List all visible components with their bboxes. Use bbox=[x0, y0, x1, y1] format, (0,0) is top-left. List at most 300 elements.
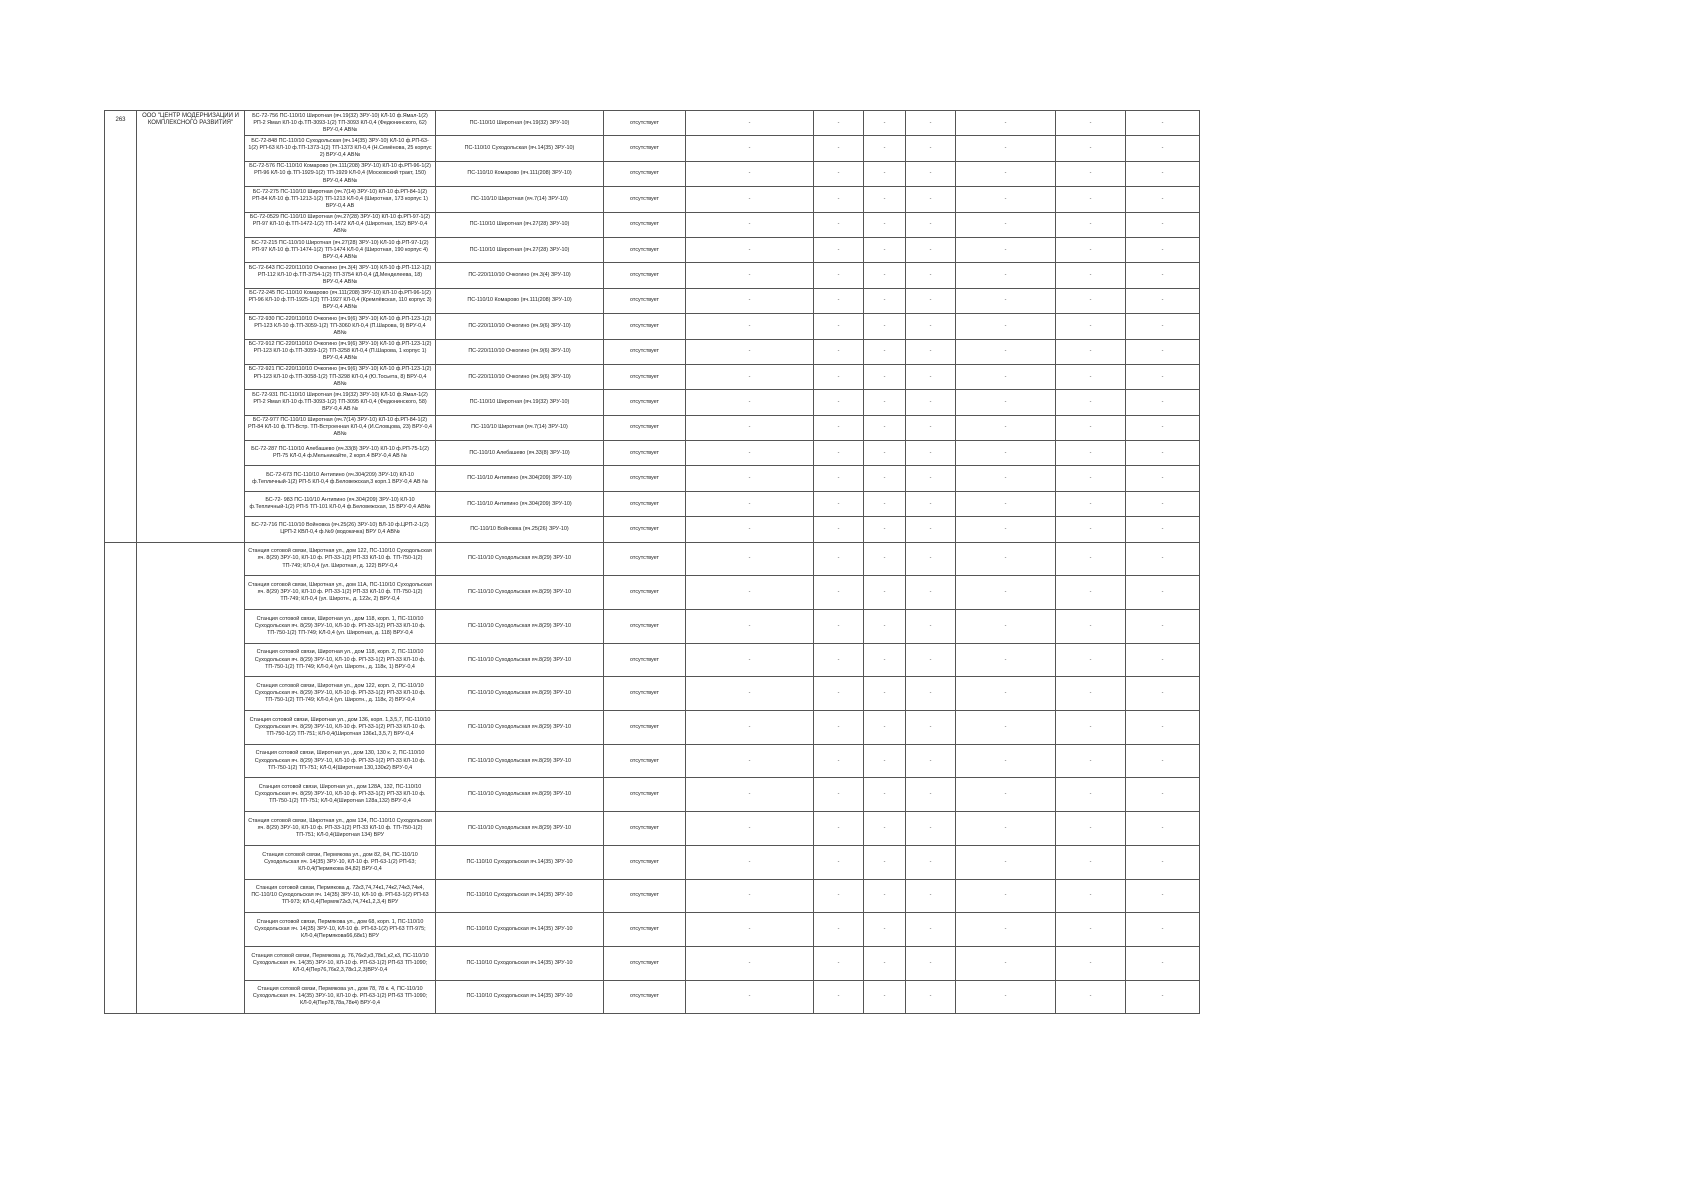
value-cell: - bbox=[906, 136, 956, 161]
status-cell: отсутствует bbox=[604, 610, 686, 644]
value-cell: - bbox=[906, 491, 956, 516]
value-cell: - bbox=[686, 913, 814, 947]
value-cell: - bbox=[956, 339, 1056, 364]
value-cell: - bbox=[814, 237, 864, 262]
status-cell: отсутствует bbox=[604, 237, 686, 262]
value-cell: - bbox=[906, 364, 956, 389]
value-cell: - bbox=[864, 237, 906, 262]
value-cell: - bbox=[686, 111, 814, 136]
table-row bbox=[105, 542, 1200, 576]
value-cell: - bbox=[1126, 517, 1200, 542]
value-cell: - bbox=[956, 913, 1056, 947]
object-description-cell: БС-72-0529 ПС-110/10 Широтная (яч.27(28) ЗРУ-10) КЛ-10 ф.РП-97-1(2) РП-97 КЛ-10 ф.ТП-1472-1(2) ТП-1472 КЛ-0,4 (Широтная, 152) ВРУ-0,4 АВ№ bbox=[245, 212, 436, 237]
value-cell: - bbox=[1056, 339, 1126, 364]
value-cell: - bbox=[814, 212, 864, 237]
status-cell: отсутствует bbox=[604, 643, 686, 677]
table-row bbox=[105, 980, 1200, 1014]
value-cell: - bbox=[956, 812, 1056, 846]
value-cell: - bbox=[814, 263, 864, 288]
object-description-cell: Станция сотовой связи, Широтная ул., дом 118, корп. 2, ПС-110/10 Суходольская яч. 8(29) ЗРУ-10, КЛ-10 ф. РП-33-1(2) РП-33 КЛ-10 ф. ТП-750-1(2) ТП-749; КЛ-0,4 (ул. Широтн., д. 118к, 1) ВРУ-0,4 bbox=[245, 643, 436, 677]
value-cell: - bbox=[956, 466, 1056, 491]
supply-center-cell: ПС-220/110/10 Очкогино (яч.9(6) ЗРУ-10) bbox=[436, 314, 604, 339]
supply-center-cell: ПС-110/10 Суходольская яч.8(29) ЗРУ-10 bbox=[436, 711, 604, 745]
value-cell: - bbox=[956, 263, 1056, 288]
object-description-cell: БС-72-921 ПС-220/110/10 Очкогино (яч.9(6) ЗРУ-10) КЛ-10 ф.РП-123-1(2) РП-123 КЛ-10 ф.ТП-3058-1(2) ТП-3298 КЛ-0,4 (Ю.Тосьета, 8) ВРУ-0,4 АВ№ bbox=[245, 364, 436, 389]
status-cell: отсутствует bbox=[604, 441, 686, 466]
object-description-cell: Станция сотовой связи, Широтная ул., дом 118, корп. 1, ПС-110/10 Суходольская яч. 8(29) ЗРУ-10, КЛ-10 ф. РП-33-1(2) РП-33 КЛ-10 ф. ТП-750-1(2) ТП-749; КЛ-0,4 (ул. Широтная, д. 118) ВРУ-0,4 bbox=[245, 610, 436, 644]
value-cell: - bbox=[1056, 466, 1126, 491]
value-cell: - bbox=[956, 542, 1056, 576]
supply-center-cell: ПС-110/10 Широтная (яч.19(32) ЗРУ-10) bbox=[436, 390, 604, 415]
status-cell: отсутствует bbox=[604, 466, 686, 491]
object-description-cell: БС-72-848 ПС-110/10 Суходольская (яч.14(35) ЗРУ-10) КЛ-10 ф.РП-63-1(2) РП-63 КЛ-10 ф.ТП-1373-1(2) ТП-1373 КЛ-0,4 (Н.Семёнова, 25 корпус 2) ВРУ-0,4 АВ№ bbox=[245, 136, 436, 161]
table-row bbox=[105, 711, 1200, 745]
supply-center-cell: ПС-110/10 Суходольская яч.8(29) ЗРУ-10 bbox=[436, 677, 604, 711]
value-cell: - bbox=[864, 812, 906, 846]
status-cell: отсутствует bbox=[604, 288, 686, 313]
value-cell: - bbox=[956, 111, 1056, 136]
supply-center-cell: ПС-110/10 Широтная (яч.7(14) ЗРУ-10) bbox=[436, 415, 604, 440]
value-cell: - bbox=[864, 610, 906, 644]
status-cell: отсутствует bbox=[604, 879, 686, 913]
supply-center-cell: ПС-110/10 Широтная (яч.7(14) ЗРУ-10) bbox=[436, 187, 604, 212]
status-cell: отсутствует bbox=[604, 542, 686, 576]
supply-center-cell: ПС-110/10 Комарово (яч.111(208) ЗРУ-10) bbox=[436, 161, 604, 186]
value-cell: - bbox=[686, 879, 814, 913]
value-cell: - bbox=[814, 643, 864, 677]
value-cell: - bbox=[906, 441, 956, 466]
value-cell: - bbox=[686, 812, 814, 846]
value-cell: - bbox=[1056, 542, 1126, 576]
table-row bbox=[105, 390, 1200, 415]
value-cell: - bbox=[1126, 980, 1200, 1014]
table-row bbox=[105, 677, 1200, 711]
object-description-cell: Станция сотовой связи, Пермякова ул., дом 78, 78 к. 4, ПС-110/10 Суходольская яч. 14(35) ЗРУ-10, КЛ-10 ф. РП-63-1(2) РП-63 ТП-1090; КЛ-0,4(Пер78,78а,78к4) ВРУ-0,4 bbox=[245, 980, 436, 1014]
value-cell: - bbox=[906, 576, 956, 610]
value-cell: - bbox=[864, 677, 906, 711]
value-cell: - bbox=[1056, 845, 1126, 879]
value-cell: - bbox=[1126, 610, 1200, 644]
value-cell: - bbox=[864, 879, 906, 913]
value-cell: - bbox=[814, 390, 864, 415]
table-row bbox=[105, 441, 1200, 466]
supply-center-cell: ПС-110/10 Войновка (яч.25(26) ЗРУ-10) bbox=[436, 517, 604, 542]
value-cell: - bbox=[864, 980, 906, 1014]
value-cell: - bbox=[1056, 136, 1126, 161]
value-cell: - bbox=[1126, 288, 1200, 313]
value-cell: - bbox=[906, 314, 956, 339]
supply-center-cell: ПС-110/10 Суходольская яч.8(29) ЗРУ-10 bbox=[436, 778, 604, 812]
value-cell: - bbox=[686, 643, 814, 677]
supply-center-cell: ПС-110/10 Суходольская яч.8(29) ЗРУ-10 bbox=[436, 643, 604, 677]
value-cell: - bbox=[686, 517, 814, 542]
table-row bbox=[105, 517, 1200, 542]
table-row bbox=[105, 187, 1200, 212]
value-cell: - bbox=[906, 415, 956, 440]
value-cell: - bbox=[686, 314, 814, 339]
value-cell: - bbox=[906, 879, 956, 913]
value-cell: - bbox=[956, 744, 1056, 778]
supply-center-cell: ПС-110/10 Широтная (яч.27(28) ЗРУ-10) bbox=[436, 237, 604, 262]
value-cell: - bbox=[1126, 778, 1200, 812]
value-cell: - bbox=[906, 677, 956, 711]
value-cell: - bbox=[686, 415, 814, 440]
value-cell: - bbox=[1126, 812, 1200, 846]
object-description-cell: БС-72-716 ПС-110/10 Войновка (яч.25(26) ЗРУ-10) ВЛ-10 ф.ЦРП-2-1(2) ЦРП-2 КВЛ-0,4 ф.№9 (водокачка) ВРУ 0,4 АВ№ bbox=[245, 517, 436, 542]
status-cell: отсутствует bbox=[604, 314, 686, 339]
table-row bbox=[105, 744, 1200, 778]
status-cell: отсутствует bbox=[604, 111, 686, 136]
status-cell: отсутствует bbox=[604, 677, 686, 711]
value-cell: - bbox=[814, 677, 864, 711]
value-cell: - bbox=[686, 677, 814, 711]
value-cell: - bbox=[1126, 364, 1200, 389]
value-cell: - bbox=[814, 610, 864, 644]
value-cell: - bbox=[906, 390, 956, 415]
value-cell: - bbox=[814, 812, 864, 846]
status-cell: отсутствует bbox=[604, 161, 686, 186]
value-cell: - bbox=[1056, 711, 1126, 745]
value-cell: - bbox=[906, 845, 956, 879]
status-cell: отсутствует bbox=[604, 744, 686, 778]
supply-center-cell: ПС-110/10 Суходольская яч.8(29) ЗРУ-10 bbox=[436, 542, 604, 576]
supply-center-cell: ПС-220/110/10 Очкогино (яч.9(6) ЗРУ-10) bbox=[436, 339, 604, 364]
object-description-cell: Станция сотовой связи, Широтная ул., дом 11А, ПС-110/10 Суходольская яч. 8(29) ЗРУ-10, КЛ-10 ф. РП-33-1(2) РП-33 КЛ-10 ф. ТП-750-1(2) ТП-749; КЛ-0,4 (ул. Широтн., д. 122к, 2) ВРУ-0,4 bbox=[245, 576, 436, 610]
value-cell: - bbox=[1056, 314, 1126, 339]
value-cell: - bbox=[956, 491, 1056, 516]
value-cell: - bbox=[956, 980, 1056, 1014]
value-cell: - bbox=[864, 441, 906, 466]
supply-center-cell: ПС-110/10 Широтная (яч.27(28) ЗРУ-10) bbox=[436, 212, 604, 237]
value-cell: - bbox=[686, 711, 814, 745]
table-row bbox=[105, 913, 1200, 947]
table-row bbox=[105, 946, 1200, 980]
value-cell: - bbox=[956, 711, 1056, 745]
value-cell: - bbox=[906, 980, 956, 1014]
object-description-cell: БС-72-287 ПС-110/10 Алебашево (яч.33(8) ЗРУ-10) КЛ-10 ф.РП-75-1(2) РП-75 КЛ-0,4 ф.Мельникайте, 2 корп.4 ВРУ-0,4 АВ № bbox=[245, 441, 436, 466]
table-row bbox=[105, 111, 1200, 136]
value-cell: - bbox=[1056, 187, 1126, 212]
status-cell: отсутствует bbox=[604, 136, 686, 161]
table-row bbox=[105, 576, 1200, 610]
value-cell: - bbox=[1126, 879, 1200, 913]
value-cell: - bbox=[906, 946, 956, 980]
supply-center-cell: ПС-110/10 Антипино (яч.304(209) ЗРУ-10) bbox=[436, 491, 604, 516]
capacity-table bbox=[104, 110, 1200, 1014]
table-row bbox=[105, 288, 1200, 313]
value-cell: - bbox=[1126, 643, 1200, 677]
table-row bbox=[105, 161, 1200, 186]
value-cell: - bbox=[906, 542, 956, 576]
value-cell: - bbox=[1126, 339, 1200, 364]
table-row bbox=[105, 364, 1200, 389]
value-cell: - bbox=[906, 711, 956, 745]
object-description-cell: БС-72-643 ПС-220/110/10 Очкогино (яч.3(4) ЗРУ-10) КЛ-10 ф.РП-112-1(2) РП-112 КЛ-10 ф.ТП-3754-1(2) ТП-3754 КЛ-0,4 (Д.Менделеева, 18) ВРУ-0,4 АВ№ bbox=[245, 263, 436, 288]
value-cell: - bbox=[1126, 466, 1200, 491]
supply-center-cell: ПС-220/110/10 Очкогино (яч.9(6) ЗРУ-10) bbox=[436, 364, 604, 389]
value-cell: - bbox=[814, 161, 864, 186]
value-cell: - bbox=[1126, 111, 1200, 136]
value-cell: - bbox=[906, 778, 956, 812]
supply-center-cell: ПС-110/10 Антипино (яч.304(209) ЗРУ-10) bbox=[436, 466, 604, 491]
object-description-cell: БС-72-673 ПС-110/10 Антипино (яч.304(209) ЗРУ-10) КЛ-10 ф.Тепличный-1(2) РП-5 КЛ-0,4 ф.Беловежская,3 корп.1 ВРУ-0,4 АВ № bbox=[245, 466, 436, 491]
value-cell: - bbox=[1126, 711, 1200, 745]
value-cell: - bbox=[814, 980, 864, 1014]
value-cell: - bbox=[956, 778, 1056, 812]
value-cell: - bbox=[956, 845, 1056, 879]
value-cell: - bbox=[956, 441, 1056, 466]
value-cell: - bbox=[814, 136, 864, 161]
value-cell: - bbox=[864, 339, 906, 364]
value-cell: - bbox=[686, 161, 814, 186]
value-cell: - bbox=[686, 610, 814, 644]
status-cell: отсутствует bbox=[604, 576, 686, 610]
supply-center-cell: ПС-110/10 Суходольская яч.14(35) ЗРУ-10 bbox=[436, 879, 604, 913]
table-row bbox=[105, 339, 1200, 364]
value-cell: - bbox=[686, 212, 814, 237]
value-cell: - bbox=[814, 314, 864, 339]
supply-center-cell: ПС-110/10 Широтная (яч.19(32) ЗРУ-10) bbox=[436, 111, 604, 136]
value-cell: - bbox=[686, 441, 814, 466]
table-row bbox=[105, 778, 1200, 812]
object-description-cell: Станция сотовой связи, Пермякова д. 76,76к2,к3,78к1,к2,к3, ПС-110/10 Суходольская яч. 14(35) ЗРУ-10, КЛ-10 ф. РП-63-1(2) РП-63 ТП-1090; КЛ-0,4(Пер76,76к2,3,78к1,2,3)ВРУ-0,4 bbox=[245, 946, 436, 980]
value-cell: - bbox=[686, 364, 814, 389]
value-cell: - bbox=[1056, 111, 1126, 136]
table-row bbox=[105, 212, 1200, 237]
value-cell: - bbox=[906, 744, 956, 778]
value-cell: - bbox=[906, 212, 956, 237]
value-cell: - bbox=[906, 812, 956, 846]
table-row bbox=[105, 136, 1200, 161]
value-cell: - bbox=[1056, 812, 1126, 846]
value-cell: - bbox=[956, 161, 1056, 186]
value-cell: - bbox=[686, 136, 814, 161]
value-cell: - bbox=[906, 263, 956, 288]
supply-center-cell: ПС-110/10 Суходольская яч.8(29) ЗРУ-10 bbox=[436, 812, 604, 846]
object-description-cell: Станция сотовой связи, Широтная ул., дом 122, корп. 2, ПС-110/10 Суходольская яч. 8(29) ЗРУ-10, КЛ-10 ф. РП-33-1(2) РП-33 КЛ-10 ф. ТП-750-1(2) ТП-749; КЛ-0,4 (ул. Широтн., д. 118к, 2) ВРУ-0,4 bbox=[245, 677, 436, 711]
object-description-cell: Станция сотовой связи, Широтная ул., дом 128А, 132, ПС-110/10 Суходольская яч. 8(29) ЗРУ-10, КЛ-10 ф. РП-33-1(2) РП-33 КЛ-10 ф. ТП-750-1(2) ТП-751; КЛ-0,4(Широтная 128а,132) ВРУ-0,4 bbox=[245, 778, 436, 812]
status-cell: отсутствует bbox=[604, 390, 686, 415]
value-cell: - bbox=[906, 610, 956, 644]
value-cell: - bbox=[864, 913, 906, 947]
table-row bbox=[105, 643, 1200, 677]
value-cell: - bbox=[1126, 390, 1200, 415]
value-cell: - bbox=[1056, 980, 1126, 1014]
value-cell: - bbox=[864, 643, 906, 677]
value-cell: - bbox=[686, 980, 814, 1014]
value-cell: - bbox=[906, 161, 956, 186]
status-cell: отсутствует bbox=[604, 187, 686, 212]
value-cell: - bbox=[1126, 187, 1200, 212]
object-description-cell: Станция сотовой связи, Широтная ул., дом 134, ПС-110/10 Суходольская яч. 8(29) ЗРУ-10, КЛ-10 ф. РП-33-1(2) РП-33 КЛ-10 ф. ТП-750-1(2) ТП-751; КЛ-0,4(Широтная 134) ВРУ bbox=[245, 812, 436, 846]
value-cell: - bbox=[956, 187, 1056, 212]
object-description-cell: Станция сотовой связи, Пермякова ул., дом 82, 84, ПС-110/10 Суходольская яч. 14(35) ЗРУ-10, КЛ-10 ф. РП-63-1(2) РП-63; КЛ-0,4(Пермякова 84,82) ВРУ-0,4 bbox=[245, 845, 436, 879]
object-description-cell: БС-72-931 ПС-110/10 Широтная (яч.19(32) ЗРУ-10) КЛ-10 ф.Ямал-1(2) РП-2 Ямал КЛ-10 ф.ТП-3093-1(2) ТП-3095 КЛ-0,4 (Федюнинского, 58) ВРУ-0,4 АВ № bbox=[245, 390, 436, 415]
supply-center-cell: ПС-110/10 Комарово (яч.111(208) ЗРУ-10) bbox=[436, 288, 604, 313]
value-cell: - bbox=[956, 576, 1056, 610]
value-cell: - bbox=[864, 466, 906, 491]
value-cell: - bbox=[906, 187, 956, 212]
value-cell: - bbox=[686, 845, 814, 879]
value-cell: - bbox=[1056, 946, 1126, 980]
organization-cell: ООО "ЦЕНТР МОДЕРНИЗАЦИИ И КОМПЛЕКСНОГО РАЗВИТИЯ" bbox=[137, 111, 245, 543]
status-cell: отсутствует bbox=[604, 517, 686, 542]
value-cell: - bbox=[814, 744, 864, 778]
value-cell: - bbox=[1056, 390, 1126, 415]
object-description-cell: Станция сотовой связи, Широтная ул., дом 136, корп. 1,3,5,7, ПС-110/10 Суходольская яч. 8(29) ЗРУ-10, КЛ-10 ф. РП-33-1(2) РП-33 КЛ-10 ф. ТП-750-1(2) ТП-751; КЛ-0,4(Широтная 136к1,3,5,7) ВРУ-0,4 bbox=[245, 711, 436, 745]
value-cell: - bbox=[864, 263, 906, 288]
value-cell: - bbox=[956, 415, 1056, 440]
value-cell: - bbox=[686, 288, 814, 313]
status-cell: отсутствует bbox=[604, 711, 686, 745]
object-description-cell: БС-72-215 ПС-110/10 Широтная (яч.27(28) ЗРУ-10) КЛ-10 ф.РП-97-1(2) РП-97 КЛ-10 ф.ТП-1474-1(2) ТП-1474 КЛ-0,4 (Широтная, 190 корпус 4) ВРУ-0,4 АВ№ bbox=[245, 237, 436, 262]
value-cell: - bbox=[1126, 677, 1200, 711]
value-cell: - bbox=[814, 576, 864, 610]
value-cell: - bbox=[1056, 879, 1126, 913]
value-cell: - bbox=[686, 744, 814, 778]
value-cell: - bbox=[1056, 744, 1126, 778]
supply-center-cell: ПС-110/10 Суходольская яч.14(35) ЗРУ-10 bbox=[436, 946, 604, 980]
value-cell: - bbox=[814, 946, 864, 980]
row-number-cell bbox=[105, 542, 137, 1014]
value-cell: - bbox=[906, 913, 956, 947]
status-cell: отсутствует bbox=[604, 845, 686, 879]
supply-center-cell: ПС-110/10 Суходольская яч.8(29) ЗРУ-10 bbox=[436, 610, 604, 644]
value-cell: - bbox=[864, 778, 906, 812]
value-cell: - bbox=[1056, 576, 1126, 610]
value-cell: - bbox=[864, 390, 906, 415]
value-cell: - bbox=[864, 136, 906, 161]
value-cell: - bbox=[686, 946, 814, 980]
row-number-cell: 263 bbox=[105, 111, 137, 543]
value-cell: - bbox=[686, 778, 814, 812]
status-cell: отсутствует bbox=[604, 491, 686, 516]
object-description-cell: БС-72-245 ПС-110/10 Комарово (яч.111(208) ЗРУ-10) КЛ-10 ф.РП-96-1(2) РП-96 КЛ-10 ф.ТП-1925-1(2) ТП-1927 КЛ-0,4 (Кремлёвская, 110 корпус 3) ВРУ-0,4 АВ№ bbox=[245, 288, 436, 313]
status-cell: отсутствует bbox=[604, 263, 686, 288]
value-cell: - bbox=[906, 237, 956, 262]
value-cell: - bbox=[1056, 237, 1126, 262]
value-cell: - bbox=[686, 542, 814, 576]
value-cell: - bbox=[1056, 517, 1126, 542]
value-cell: - bbox=[814, 778, 864, 812]
value-cell: - bbox=[1056, 415, 1126, 440]
value-cell: - bbox=[864, 111, 906, 136]
value-cell: - bbox=[686, 390, 814, 415]
value-cell: - bbox=[814, 288, 864, 313]
object-description-cell: Станция сотовой связи, Широтная ул., дом 122, ПС-110/10 Суходольская яч. 8(29) ЗРУ-10, КЛ-10 ф. РП-33-1(2) РП-33 КЛ-10 ф. ТП-750-1(2) ТП-749; КЛ-0,4 (ул. Широтная, д. 122) ВРУ-0,4 bbox=[245, 542, 436, 576]
status-cell: отсутствует bbox=[604, 364, 686, 389]
value-cell: - bbox=[956, 212, 1056, 237]
value-cell: - bbox=[864, 187, 906, 212]
object-description-cell: Станция сотовой связи, Широтная ул., дом 130, 130 к. 2, ПС-110/10 Суходольская яч. 8(29) ЗРУ-10, КЛ-10 ф. РП-33-1(2) РП-33 КЛ-10 ф. ТП-750-1(2) ТП-751; КЛ-0,4(Широтная 130,130к2) ВРУ-0,4 bbox=[245, 744, 436, 778]
value-cell: - bbox=[956, 610, 1056, 644]
value-cell: - bbox=[686, 576, 814, 610]
value-cell: - bbox=[1126, 576, 1200, 610]
value-cell: - bbox=[956, 314, 1056, 339]
value-cell: - bbox=[686, 237, 814, 262]
value-cell: - bbox=[864, 576, 906, 610]
value-cell: - bbox=[1126, 744, 1200, 778]
value-cell: - bbox=[814, 187, 864, 212]
value-cell: - bbox=[1056, 778, 1126, 812]
value-cell: - bbox=[1056, 913, 1126, 947]
value-cell: - bbox=[864, 946, 906, 980]
table-row bbox=[105, 610, 1200, 644]
value-cell: - bbox=[864, 314, 906, 339]
value-cell: - bbox=[956, 364, 1056, 389]
status-cell: отсутствует bbox=[604, 913, 686, 947]
value-cell: - bbox=[956, 677, 1056, 711]
supply-center-cell: ПС-110/10 Суходольская яч.8(29) ЗРУ-10 bbox=[436, 576, 604, 610]
table-row bbox=[105, 314, 1200, 339]
value-cell: - bbox=[906, 517, 956, 542]
value-cell: - bbox=[864, 212, 906, 237]
table-row bbox=[105, 491, 1200, 516]
value-cell: - bbox=[956, 390, 1056, 415]
supply-center-cell: ПС-110/10 Суходольская яч.14(35) ЗРУ-10 bbox=[436, 845, 604, 879]
value-cell: - bbox=[1126, 491, 1200, 516]
value-cell: - bbox=[814, 845, 864, 879]
value-cell: - bbox=[686, 339, 814, 364]
value-cell: - bbox=[956, 879, 1056, 913]
value-cell: - bbox=[1126, 263, 1200, 288]
table-row bbox=[105, 415, 1200, 440]
value-cell: - bbox=[814, 879, 864, 913]
value-cell: - bbox=[956, 136, 1056, 161]
value-cell: - bbox=[814, 466, 864, 491]
value-cell: - bbox=[906, 288, 956, 313]
value-cell: - bbox=[814, 913, 864, 947]
value-cell: - bbox=[814, 491, 864, 516]
value-cell: - bbox=[956, 237, 1056, 262]
object-description-cell: БС-72-912 ПС-220/110/10 Очкогино (яч.9(6) ЗРУ-10) КЛ-10 ф.РП-123-1(2) РП-123 КЛ-10 ф.ТП-3059-1(2) ТП-3258 КЛ-0,4 (П.Шарова, 1 корпус 1) ВРУ-0,4 АВ№ bbox=[245, 339, 436, 364]
value-cell: - bbox=[1056, 212, 1126, 237]
value-cell: - bbox=[814, 111, 864, 136]
value-cell: - bbox=[1126, 314, 1200, 339]
table-row bbox=[105, 845, 1200, 879]
table-row bbox=[105, 812, 1200, 846]
object-description-cell: БС-72-756 ПС-110/10 Широтная (яч.19(32) ЗРУ-10) КЛ-10 ф.Ямал-1(2) РП-2 Ямал КЛ-10 ф.ТП-3093-1(2) ТП-3093 КЛ-0,4 (Федюнинского, 62) ВРУ-0,4 АВ№ bbox=[245, 111, 436, 136]
value-cell: - bbox=[864, 415, 906, 440]
value-cell: - bbox=[686, 491, 814, 516]
value-cell: - bbox=[1056, 491, 1126, 516]
table-row bbox=[105, 879, 1200, 913]
value-cell: - bbox=[814, 542, 864, 576]
organization-cell bbox=[137, 542, 245, 1014]
value-cell: - bbox=[814, 339, 864, 364]
value-cell: - bbox=[814, 415, 864, 440]
status-cell: отсутствует bbox=[604, 212, 686, 237]
value-cell: - bbox=[1126, 441, 1200, 466]
status-cell: отсутствует bbox=[604, 778, 686, 812]
object-description-cell: Станция сотовой связи, Пермякова д. 72к3,74,74к1,74к2,74к3,74к4, ПС-110/10 Суходольская яч. 14(35) ЗРУ-10, КЛ-10 ф. РП-63-1(2) РП-63 ТП-973; КЛ-0,4(Пермяк72к3,74,74к1,2,3,4) ВРУ bbox=[245, 879, 436, 913]
value-cell: - bbox=[1126, 845, 1200, 879]
table-row bbox=[105, 237, 1200, 262]
status-cell: отсутствует bbox=[604, 946, 686, 980]
object-description-cell: БС-72-977 ПС-110/10 Широтная (яч.7(14) ЗРУ-10) КЛ-10 ф.РП-84-1(2) РП-84 КЛ-10 ф.ТП-Встр. ТП-Встроенная КЛ-0,4 (И.Словцова, 23) ВРУ-0,4 АВ№ bbox=[245, 415, 436, 440]
value-cell: - bbox=[1056, 364, 1126, 389]
supply-center-cell: ПС-110/10 Суходольская яч.8(29) ЗРУ-10 bbox=[436, 744, 604, 778]
value-cell: - bbox=[864, 711, 906, 745]
value-cell: - bbox=[686, 466, 814, 491]
value-cell: - bbox=[864, 744, 906, 778]
supply-center-cell: ПС-220/110/10 Очкогино (яч.3(4) ЗРУ-10) bbox=[436, 263, 604, 288]
value-cell: - bbox=[864, 161, 906, 186]
value-cell: - bbox=[1056, 441, 1126, 466]
value-cell: - bbox=[1126, 237, 1200, 262]
value-cell: - bbox=[1056, 643, 1126, 677]
value-cell: - bbox=[686, 263, 814, 288]
